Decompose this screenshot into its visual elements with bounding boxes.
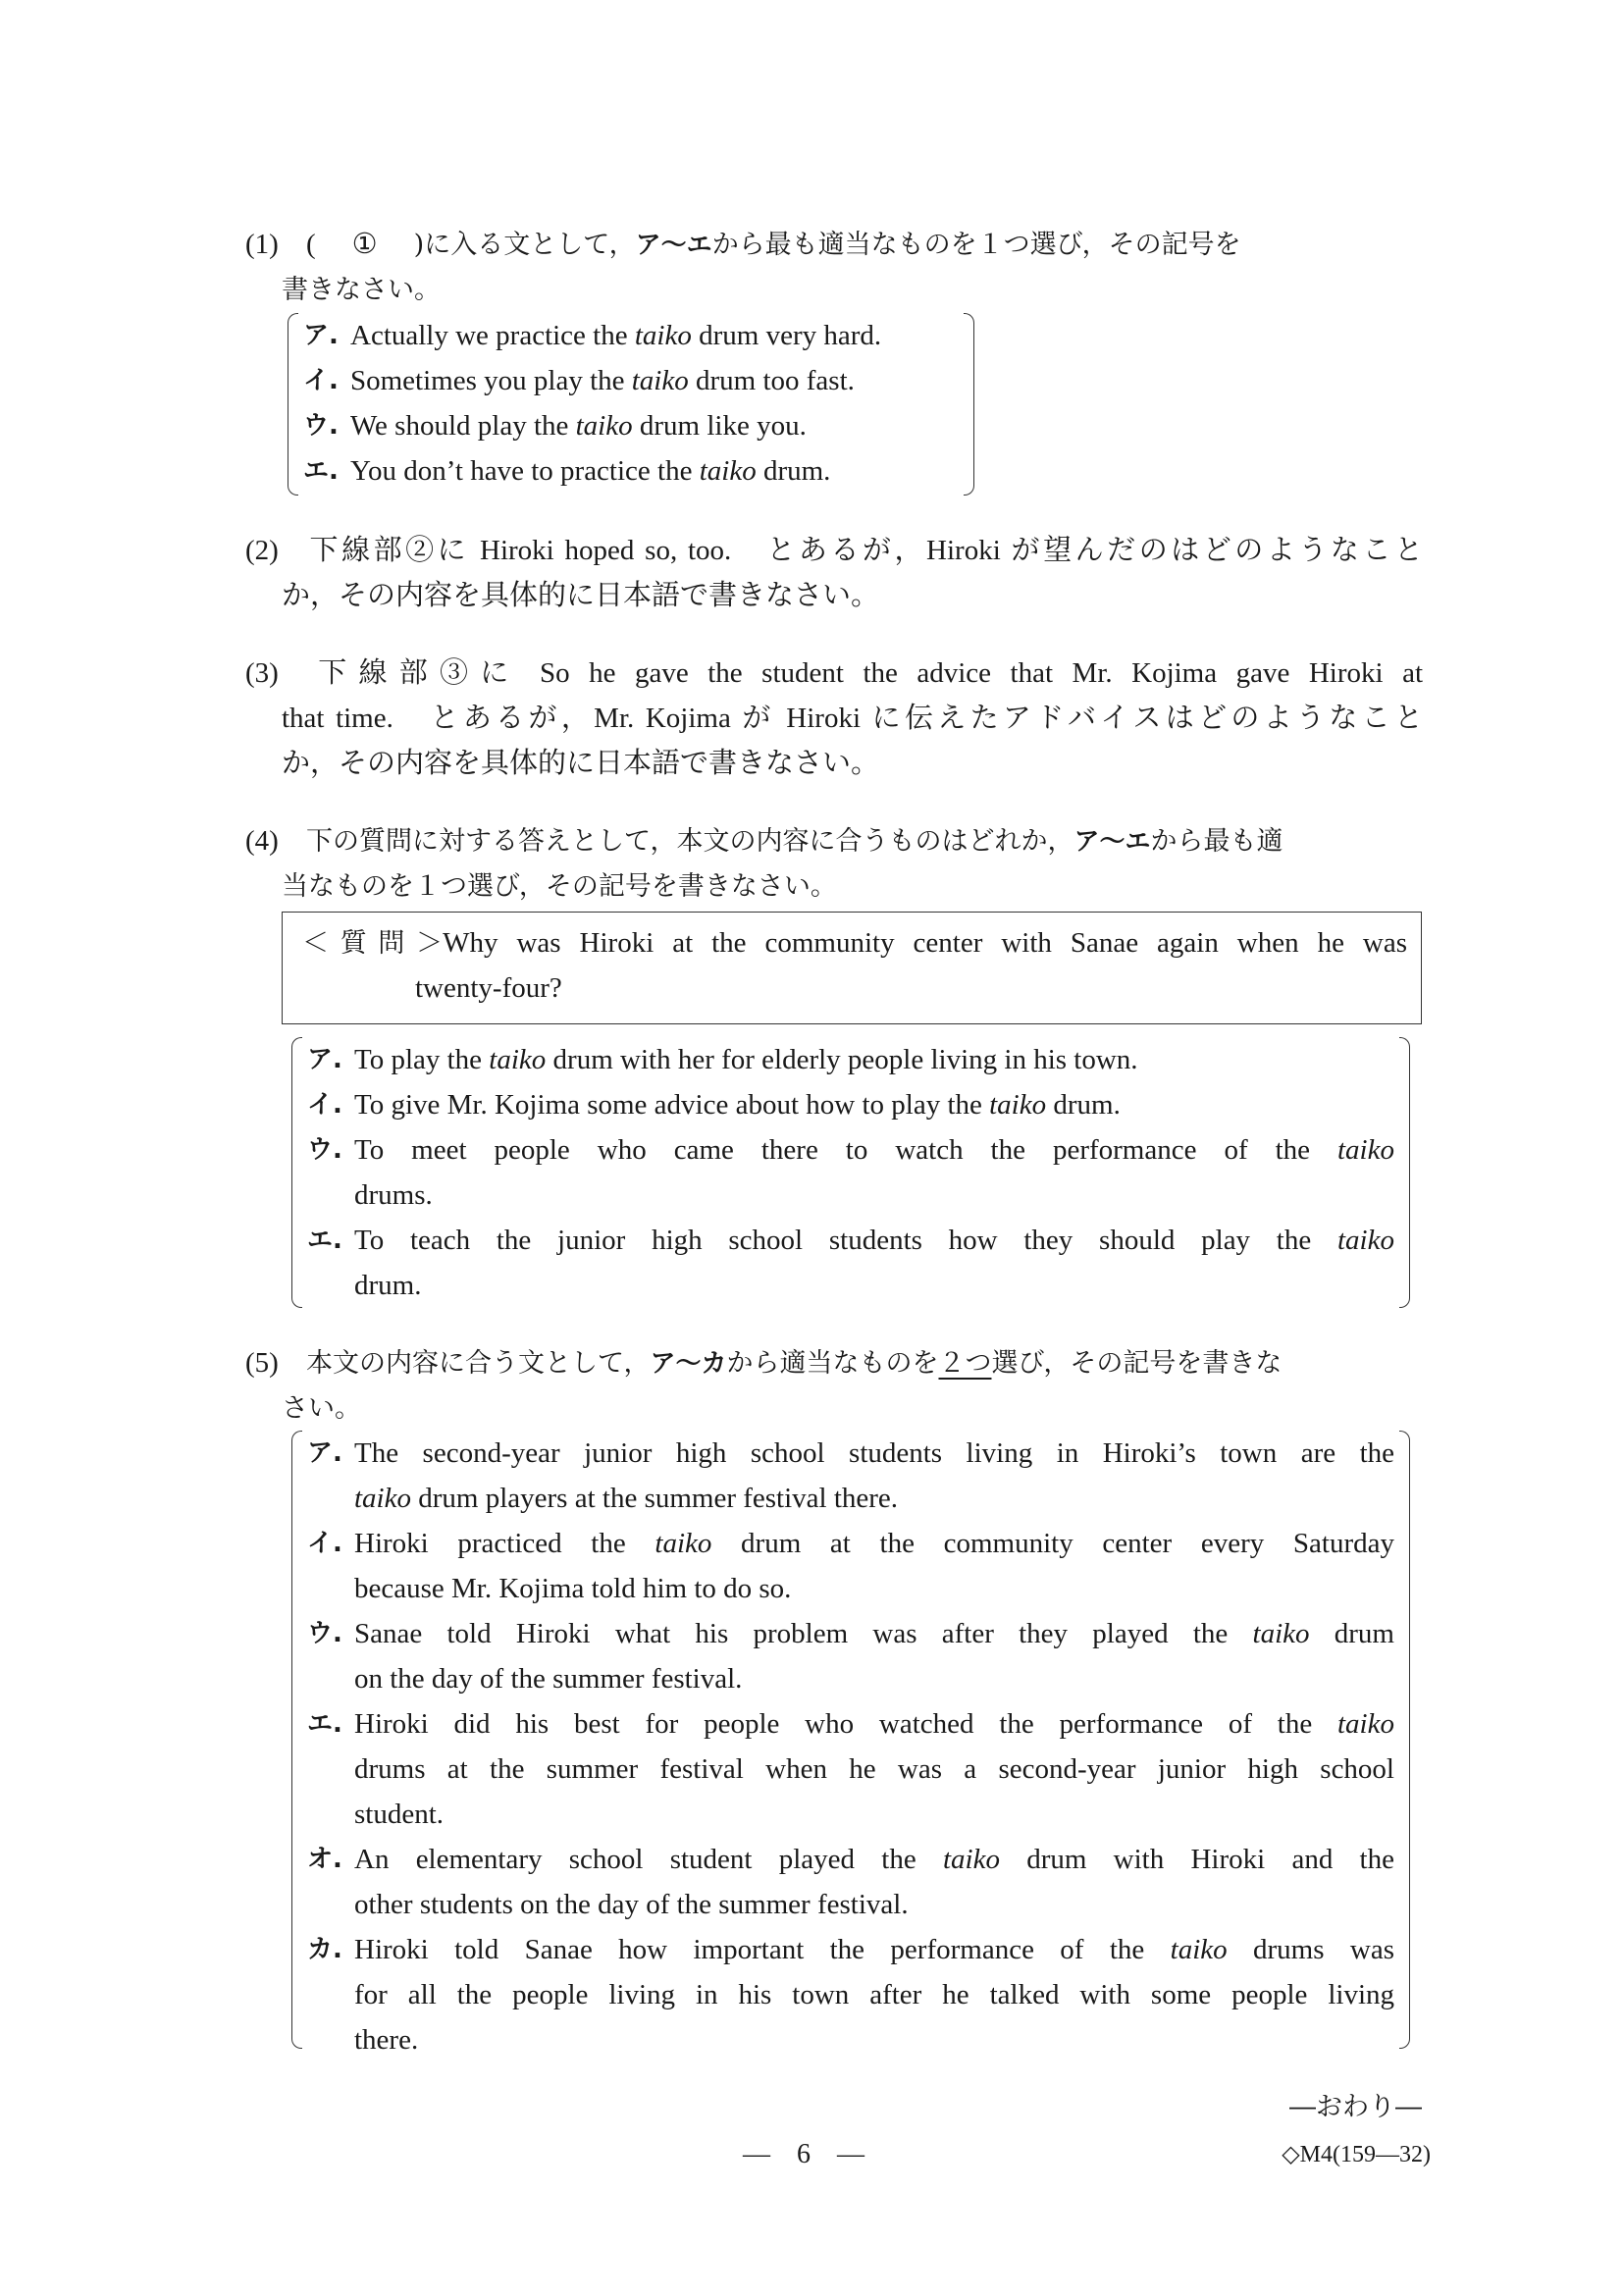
choice-text-line: Sanae told Hiroki what his problem was after they played the taiko drum bbox=[354, 1618, 1394, 1649]
choice-text-line: Hiroki told Sanae how important the performance of the taiko drums was bbox=[354, 1934, 1394, 1965]
choice-label: カ. bbox=[307, 1935, 342, 1964]
instruction-text: 下の質問に対する答えとして，本文の内容に合うものはどれか， bbox=[306, 826, 1074, 857]
question-text: Why was Hiroki at the community center with Sanae again when he was bbox=[443, 927, 1408, 959]
choice-text-line: there. bbox=[354, 2024, 419, 2056]
exam-code: ◇M4(159―32) bbox=[1282, 2142, 1431, 2167]
question-2 bbox=[245, 528, 1423, 618]
choice-item[interactable]: ウ. We should play the taiko drum like you. bbox=[288, 403, 974, 448]
choice-text-line: taiko drum players at the summer festival there. bbox=[354, 1483, 899, 1514]
choice-label: ウ. bbox=[307, 1619, 342, 1648]
question-number: (5) bbox=[245, 1347, 279, 1379]
page-number: ― 6 ― bbox=[743, 2139, 874, 2169]
instruction-text: さい。 bbox=[282, 1393, 361, 1424]
choice-label: ア. bbox=[303, 321, 339, 350]
question-5 bbox=[245, 1340, 1423, 1432]
choice-text-line: Hiroki did his best for people who watched the performance of the taiko bbox=[354, 1708, 1394, 1740]
choice-item[interactable]: エ. To teach the junior high school students how they should play the taiko drum. bbox=[291, 1218, 1410, 1308]
choice-label: イ. bbox=[303, 366, 339, 395]
question-number: (3) bbox=[245, 657, 279, 689]
choice-label: ウ. bbox=[303, 411, 339, 441]
choice-list bbox=[291, 1037, 1410, 1308]
choice-item[interactable] bbox=[291, 1927, 1410, 2062]
instruction-text: 書きなさい。 bbox=[282, 275, 441, 305]
instruction-text: から適当なものを bbox=[726, 1348, 939, 1379]
choice-item[interactable] bbox=[291, 1611, 1410, 1701]
instruction-text: 下線部③に So he gave the student the advice that Mr. Kojima gave Hiroki at bbox=[306, 657, 1423, 689]
choice-item[interactable] bbox=[291, 1521, 1410, 1611]
instruction-text: か，その内容を具体的に日本語で書きなさい。 bbox=[282, 748, 880, 779]
choice-item[interactable]: イ. Sometimes you play the taiko drum too fast. bbox=[288, 358, 974, 403]
question-3 bbox=[245, 651, 1423, 786]
choice-text-line: The second-year junior high school students living in Hiroki’s town are the bbox=[354, 1437, 1394, 1469]
choice-item[interactable]: エ. You don’t have to practice the taiko drum. bbox=[288, 448, 974, 494]
choice-label: オ. bbox=[307, 1845, 342, 1874]
question-4 bbox=[245, 818, 1423, 910]
instruction-text: から最も適当なものを１つ選び，その記号を bbox=[711, 230, 1241, 260]
instruction-text: 本文の内容に合う文として， bbox=[306, 1348, 651, 1379]
instruction-text: 当なものを１つ選び，その記号を書きなさい。 bbox=[282, 871, 837, 902]
choice-label: ウ. bbox=[307, 1135, 342, 1165]
question-box bbox=[282, 912, 1422, 1024]
choice-label: エ. bbox=[307, 1709, 342, 1739]
choice-text-line: Hiroki practiced the taiko drum at the community center every Saturday bbox=[354, 1528, 1394, 1559]
choice-item[interactable] bbox=[291, 1701, 1410, 1837]
choice-list bbox=[291, 1431, 1410, 2056]
choice-range: ア～エ bbox=[635, 231, 712, 260]
question-text: twenty-four? bbox=[415, 972, 562, 1004]
choice-label: イ. bbox=[307, 1090, 342, 1120]
choice-text-line: for all the people living in his town after he talked with some people living bbox=[354, 1979, 1394, 2010]
instruction-text: から最も適 bbox=[1150, 826, 1283, 857]
choice-item[interactable]: ウ. To meet people who came there to watch the performance of the taiko drums. bbox=[291, 1127, 1410, 1218]
question-number: (2) bbox=[245, 535, 279, 566]
choice-text-line: other students on the day of the summer festival. bbox=[354, 1889, 909, 1920]
choice-label: エ. bbox=[303, 456, 339, 486]
question-1 bbox=[245, 222, 1423, 313]
choice-label: エ. bbox=[307, 1226, 342, 1255]
question-label: ＜質問＞ bbox=[302, 928, 444, 959]
underlined-count: ２つ bbox=[938, 1348, 992, 1379]
choice-range: ア～カ bbox=[650, 1349, 727, 1379]
instruction-text: か，その内容を具体的に日本語で書きなさい。 bbox=[282, 580, 880, 611]
question-number: (4) bbox=[245, 825, 279, 857]
choice-item[interactable]: イ. To give Mr. Kojima some advice about how to play the taiko drum. bbox=[291, 1082, 1410, 1127]
end-mark: ―おわり― bbox=[1289, 2092, 1422, 2122]
instruction-text: )に入る文として， bbox=[413, 230, 636, 260]
choice-item[interactable]: ア. To play the taiko drum with her for elderly people living in his town. bbox=[291, 1037, 1410, 1082]
choice-item[interactable] bbox=[291, 1837, 1410, 1927]
paren-open: ( bbox=[306, 229, 316, 260]
question-number: (1) bbox=[245, 229, 279, 260]
blank-marker: ① bbox=[351, 229, 378, 260]
choice-list bbox=[288, 313, 974, 496]
choice-text-line: drums at the summer festival when he was a second-year junior high school bbox=[354, 1753, 1394, 1785]
choice-text-line: because Mr. Kojima told him to do so. bbox=[354, 1573, 792, 1604]
choice-text-line: student. bbox=[354, 1799, 445, 1830]
choice-text-line: An elementary school student played the taiko drum with Hiroki and the bbox=[354, 1844, 1394, 1875]
choice-label: イ. bbox=[307, 1529, 342, 1558]
instruction-text: 下線部②に Hiroki hoped so, too. とあるが，Hiroki が望んだのはどのようなこと bbox=[306, 535, 1423, 566]
choice-range: ア～エ bbox=[1073, 827, 1151, 857]
choice-item[interactable] bbox=[291, 1431, 1410, 1521]
choice-label: ア. bbox=[307, 1045, 342, 1074]
choice-text-line: on the day of the summer festival. bbox=[354, 1663, 743, 1695]
instruction-text: that time. とあるが，Mr. Kojima が Hiroki に伝えたアドバイスはどのようなこと bbox=[282, 703, 1423, 734]
instruction-text: 選び，その記号を書きな bbox=[991, 1348, 1283, 1379]
choice-label: ア. bbox=[307, 1438, 342, 1468]
choice-item[interactable]: ア. Actually we practice the taiko drum very hard. bbox=[288, 313, 974, 358]
